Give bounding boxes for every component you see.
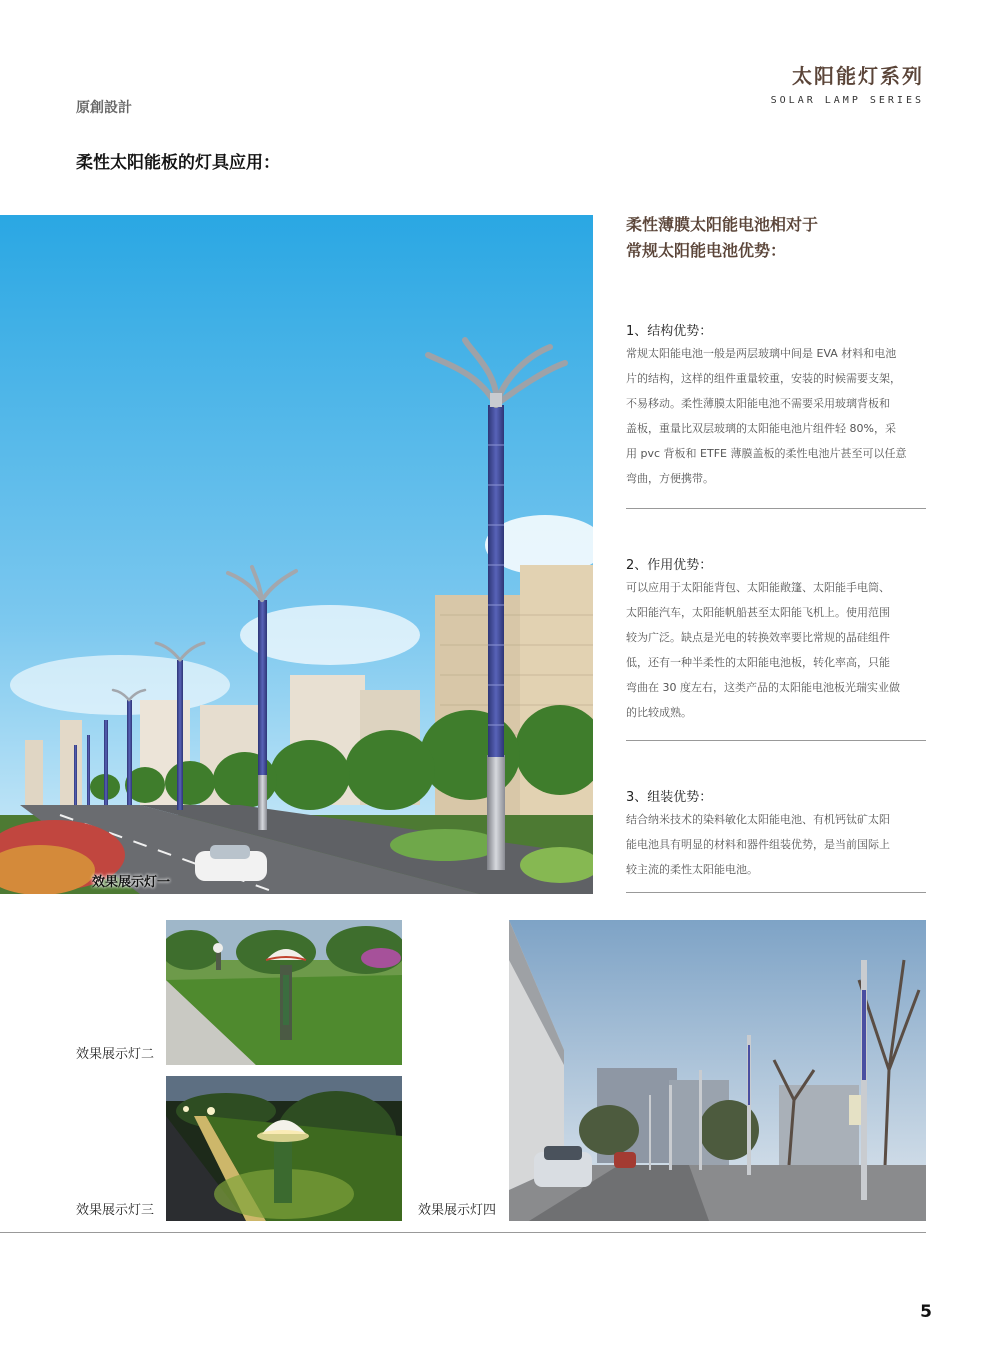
bottom-divider bbox=[0, 1232, 926, 1233]
advantage-3-line: 能电池具有明显的材料和器件组装优势，是当前国际上 bbox=[626, 838, 890, 851]
advantage-1-line: 用 pvc 背板和 ETFE 薄膜盖板的柔性电池片甚至可以任意 bbox=[626, 447, 907, 460]
lamp-4-photo bbox=[509, 920, 926, 1221]
caption-lamp-3: 效果展示灯三 bbox=[76, 1203, 155, 1218]
divider bbox=[626, 740, 926, 741]
divider bbox=[626, 508, 926, 509]
advantage-3-body bbox=[626, 807, 926, 882]
advantage-3-line: 结合纳米技术的染料敏化太阳能电池、有机钙钛矿太阳 bbox=[626, 813, 890, 826]
advantage-1-line: 常规太阳能电池一般是两层玻璃中间是 EVA 材料和电池 bbox=[626, 347, 897, 360]
advantages-heading-line-2: 常规太阳能电池优势： bbox=[626, 241, 787, 260]
advantage-1-line: 片的结构，这样的组件重量较重，安装的时候需要支架， bbox=[626, 372, 901, 385]
advantage-1-line: 不易移动。柔性薄膜太阳能电池不需要采用玻璃背板和 bbox=[626, 397, 890, 410]
advantage-1-line: 盖板，重量比双层玻璃的太阳能电池片组件轻 80%，采 bbox=[626, 422, 896, 435]
caption-lamp-2: 效果展示灯二 bbox=[76, 1047, 155, 1062]
section-heading: 柔性太阳能板的灯具应用： bbox=[76, 153, 280, 173]
caption-lamp-1: 效果展示灯一 bbox=[92, 875, 171, 890]
divider bbox=[626, 892, 926, 893]
brand-label: 原創設計 bbox=[76, 100, 132, 116]
lamp-3-photo bbox=[166, 1076, 402, 1221]
advantage-3-title: 3、组装优势： bbox=[626, 790, 713, 805]
caption-lamp-4: 效果展示灯四 bbox=[418, 1203, 497, 1218]
advantage-2-line: 低，还有一种半柔性的太阳能电池板，转化率高，只能 bbox=[626, 656, 890, 669]
advantages-heading-line-1: 柔性薄膜太阳能电池相对于 bbox=[626, 215, 819, 234]
advantage-2-body bbox=[626, 575, 926, 725]
advantage-3-line: 较主流的柔性太阳能电池。 bbox=[626, 863, 758, 876]
advantage-1-line: 弯曲，方便携带。 bbox=[626, 472, 714, 485]
series-title: 太阳能灯系列 bbox=[792, 64, 924, 88]
advantage-2-line: 的比较成熟。 bbox=[626, 706, 692, 719]
series-subtitle: SOLAR LAMP SERIES bbox=[770, 95, 924, 106]
advantage-2-line: 较为广泛。缺点是光电的转换效率要比常规的晶硅组件 bbox=[626, 631, 890, 644]
advantage-2-title: 2、作用优势： bbox=[626, 558, 713, 573]
advantage-2-line: 太阳能汽车，太阳能帆船甚至太阳能飞机上。使用范围 bbox=[626, 606, 890, 619]
page-number: 5 bbox=[920, 1302, 932, 1322]
advantage-1-title: 1、结构优势： bbox=[626, 324, 713, 339]
main-street-lamp-photo bbox=[0, 215, 593, 894]
advantage-2-line: 可以应用于太阳能背包、太阳能敞篷、太阳能手电筒、 bbox=[626, 581, 890, 594]
advantage-2-line: 弯曲在 30 度左右，这类产品的太阳能电池板光瑞实业做 bbox=[626, 681, 900, 694]
lamp-2-photo bbox=[166, 920, 402, 1065]
advantages-heading bbox=[626, 212, 926, 264]
advantage-1-body bbox=[626, 341, 926, 491]
